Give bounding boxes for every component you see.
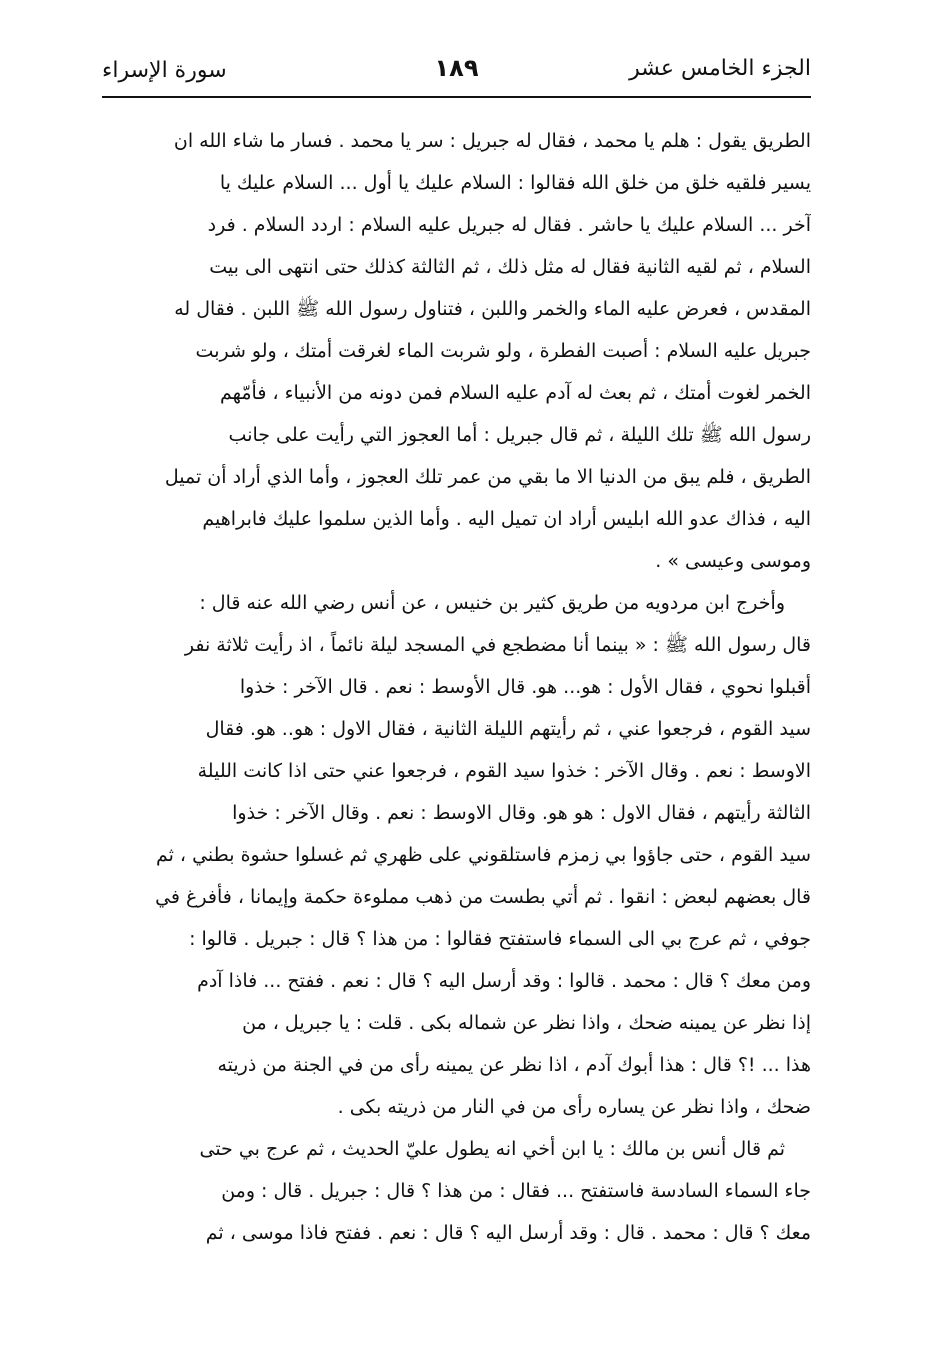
text-line: الاوسط : نعم . وقال الآخر : خذوا سيد القوم ، فرجعوا عني حتى اذا كانت الليلة [197, 760, 811, 782]
surah-title: سورة الإسراء [102, 58, 227, 83]
text-line: وموسى وعيسى » . [655, 550, 811, 572]
body-text [102, 120, 811, 1280]
text-line: أقبلوا نحوي ، فقال الأول : هو... هو. قال الأوسط : نعم . قال الآخر : خذوا [239, 676, 811, 698]
text-line: وأخرج ابن مردويه من طريق كثير بن خنيس ، عن أنس رضي الله عنه قال : [199, 592, 785, 614]
text-line: جبريل عليه السلام : أصبت الفطرة ، ولو شربت الماء لغرقت أمتك ، ولو شربت [195, 340, 811, 362]
text-line: قال رسول الله ﷺ : « بينما أنا مضطجع في المسجد ليلة نائماً ، اذ رأيت ثلاثة نفر [184, 634, 811, 656]
text-line: الطريق ، فلم يبق من الدنيا الا ما بقي من عمر تلك العجوز ، وأما الذي أراد أن تميل [164, 466, 811, 488]
paragraph-3 [102, 1128, 811, 1254]
paragraph-1 [102, 120, 811, 582]
paragraph-2 [102, 582, 811, 1128]
text-line: ضحك ، واذا نظر عن يساره رأى من في النار من ذريته بكى . [337, 1096, 811, 1118]
text-line: اليه ، فذاك عدو الله ابليس أراد ان تميل اليه . وأما الذين سلموا عليك فابراهيم [202, 508, 811, 530]
text-line: الثالثة رأيتهم ، فقال الاول : هو هو. وقال الاوسط : نعم . وقال الآخر : خذوا [232, 802, 811, 824]
text-line: الطريق يقول : هلم يا محمد ، فقال له جبريل : سر يا محمد . فسار ما شاء الله ان [173, 130, 811, 152]
text-line: الخمر لغوت أمتك ، ثم بعث له آدم عليه السلام فمن دونه من الأنبياء ، فأمّهم [219, 382, 811, 404]
text-line: آخر ... السلام عليك يا حاشر . فقال له جبريل عليه السلام : اردد السلام . فرد [207, 214, 811, 236]
page-number: ١٨٩ [434, 54, 479, 82]
part-title: الجزء الخامس عشر [629, 56, 811, 81]
text-line: السلام ، ثم لقيه الثانية فقال له مثل ذلك ، ثم الثالثة كذلك حتى انتهى الى بيت [209, 256, 811, 278]
text-line: جاء السماء السادسة فاستفتح ... فقال : من هذا ؟ قال : جبريل . قال : ومن [221, 1180, 811, 1202]
text-line: سيد القوم ، فرجعوا عني ، ثم رأيتهم الليلة الثانية ، فقال الاول : هو.. هو. فقال [205, 718, 811, 740]
text-line: قال بعضهم لبعض : انقوا . ثم أتي بطست من ذهب مملوءة حكمة وإيمانا ، فأفرغ في [155, 886, 811, 908]
text-line: هذا ... !؟ قال : هذا أبوك آدم ، اذا نظر عن يمينه رأى من في الجنة من ذريته [217, 1054, 811, 1076]
text-line: ومن معك ؟ قال : محمد . قالوا : وقد أرسل اليه ؟ قال : نعم . ففتح ... فاذا آدم [197, 970, 811, 992]
running-header [102, 50, 811, 98]
text-line: جوفي ، ثم عرج بي الى السماء فاستفتح فقالوا : من هذا ؟ قال : جبريل . قالوا : [189, 928, 811, 950]
text-line: ثم قال أنس بن مالك : يا ابن أخي انه يطول عليّ الحديث ، ثم عرج بي حتى [199, 1138, 785, 1160]
text-line: رسول الله ﷺ تلك الليلة ، ثم قال جبريل : أما العجوز التي رأيت على جانب [228, 424, 811, 446]
text-line: المقدس ، فعرض عليه الماء والخمر واللبن ، فتناول رسول الله ﷺ اللبن . فقال له [174, 298, 811, 320]
text-line: إذا نظر عن يمينه ضحك ، واذا نظر عن شماله بكى . قلت : يا جبريل ، من [242, 1012, 811, 1034]
text-line: معك ؟ قال : محمد . قال : وقد أرسل اليه ؟ قال : نعم . ففتح فاذا موسى ، ثم [205, 1222, 811, 1244]
text-line: يسير فلقيه خلق من خلق الله فقالوا : السلام عليك يا أول ... السلام عليك يا [219, 172, 811, 194]
text-line: سيد القوم ، حتى جاؤوا بي زمزم فاستلقوني على ظهري ثم غسلوا حشوة بطني ، ثم [155, 844, 811, 866]
